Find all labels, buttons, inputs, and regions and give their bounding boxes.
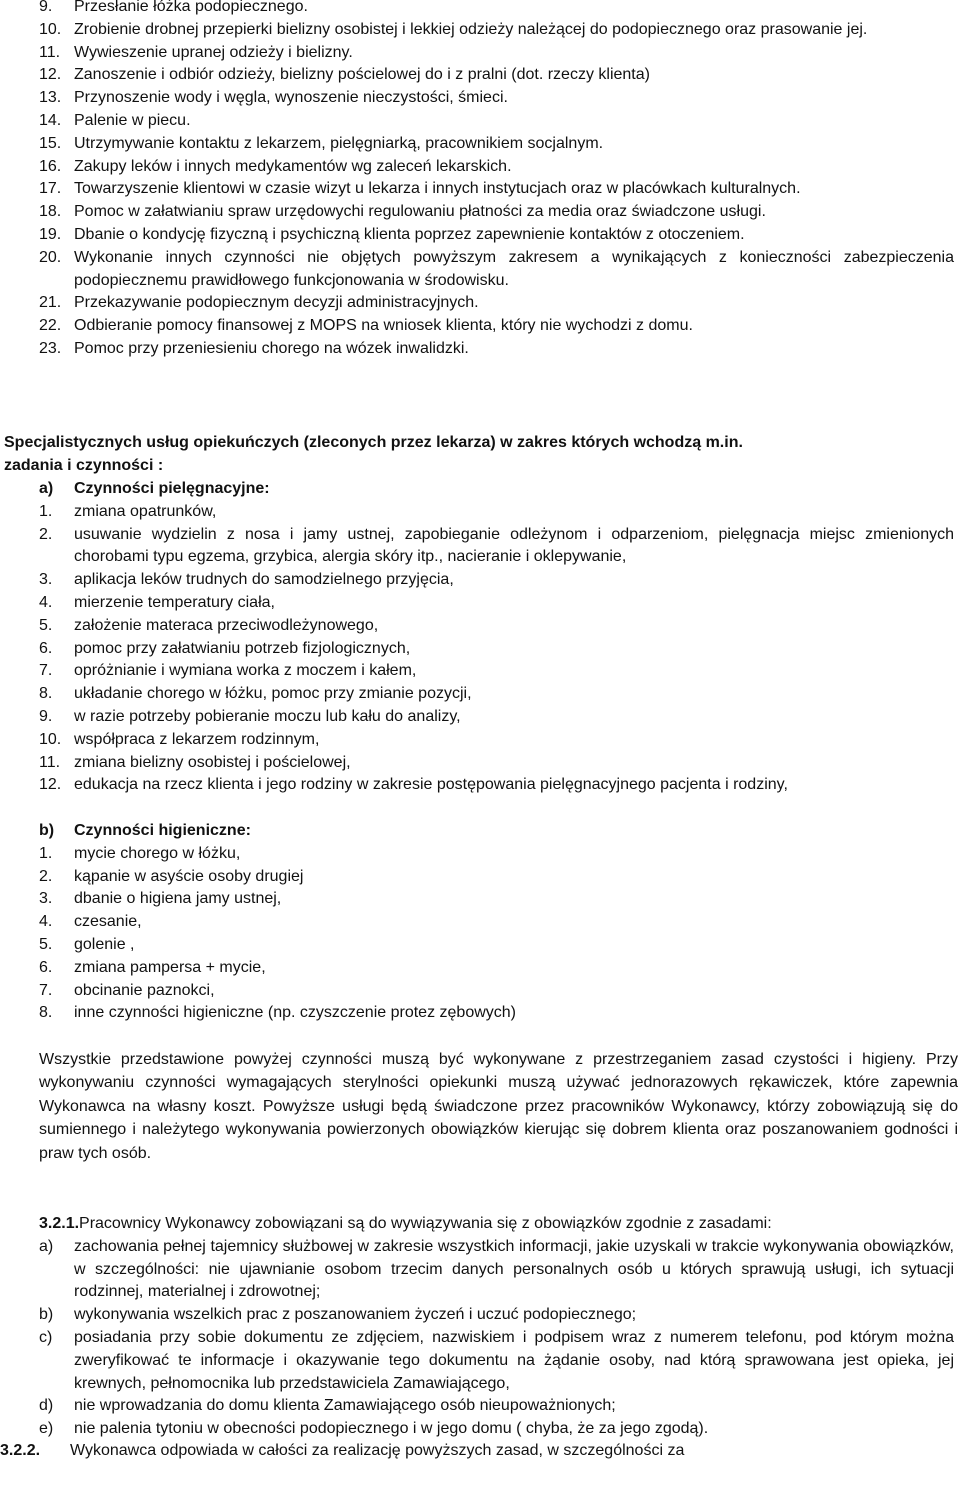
list-item-text: mierzenie temperatury ciała,	[74, 593, 275, 611]
list-item-text: obcinanie paznokci,	[74, 981, 215, 999]
section-3-2-1-heading	[0, 1213, 960, 1236]
list-item-text: Utrzymywanie kontaktu z lekarzem, pielęgniarką, pracownikiem socjalnym.	[74, 134, 604, 152]
section-b-title: Czynności higieniczne:	[74, 822, 251, 839]
list-item	[0, 338, 960, 361]
list-item-text: pomoc przy załatwianiu potrzeb fizjologicznych,	[74, 639, 411, 657]
list-item-text: nie palenia tytoniu w obecności podopiecznego i w jego domu ( chyba, że za jego zgodą).	[74, 1420, 709, 1438]
list-item	[0, 774, 960, 797]
list-item-number: 7.	[39, 981, 53, 999]
list-item	[0, 843, 960, 866]
list-item-text: zmiana pampersa + mycie,	[74, 958, 266, 976]
list-item-number: 6.	[39, 958, 53, 976]
section-3-2-2-text: Wykonawca odpowiada w całości za realizację powyższych zasad, w szczególności za	[70, 1442, 685, 1459]
list-item	[0, 638, 960, 661]
list-item	[0, 592, 960, 615]
list-item-number: d)	[39, 1397, 54, 1415]
section-3-2-1-number: 3.2.1.	[39, 1215, 80, 1232]
section-3-2-2-number: 3.2.2.	[0, 1442, 41, 1459]
list-item-text: Przynoszenie wody i węgla, wynoszenie nieczystości, śmieci.	[74, 89, 508, 107]
list-item-number: 9.	[39, 707, 53, 725]
list-item-number: 13.	[39, 89, 62, 107]
list-item	[0, 683, 960, 706]
list-item-text: edukacja na rzecz klienta i jego rodziny w zakresie postępowania pielęgnacyjnego pacjenta i rodziny,	[74, 776, 788, 794]
list-item-number: 12.	[39, 776, 62, 794]
section-b-heading	[0, 820, 960, 843]
section-3-2-2	[0, 1440, 956, 1463]
list-item	[0, 1002, 960, 1025]
list-item-number: 20.	[39, 248, 62, 266]
list-item	[0, 1395, 960, 1418]
list-item-text: zachowania pełnej tajemnicy służbowej w zakresie wszystkich informacji, jakie uzyskali w trakcie wykonywania obowiązków, w szczególności: nie ujawnianie osobom trzecim danych personalnych osób u których sprawują usługi, ich sytuacji rodzinnej, materialnej i zdrowotnej;	[74, 1237, 954, 1301]
list-item	[0, 156, 960, 179]
list-item	[0, 524, 960, 570]
list-item-number: 19.	[39, 225, 62, 243]
section-a-heading	[0, 478, 960, 501]
list-item	[0, 866, 960, 889]
list-item	[0, 615, 960, 638]
list-item-number: 14.	[39, 111, 62, 129]
section-b-marker: b)	[39, 822, 55, 839]
list-item-number: 12.	[39, 66, 62, 84]
list-item-number: 5.	[39, 935, 53, 953]
list-item-text: zmiana bielizny osobistej i pościelowej,	[74, 753, 351, 771]
list-item-number: 3.	[39, 571, 53, 589]
list-item-number: 21.	[39, 294, 62, 312]
list-item-number: 18.	[39, 203, 62, 221]
list-item-number: 4.	[39, 913, 53, 931]
list-item	[0, 980, 960, 1003]
list-item-text: nie wprowadzania do domu klienta Zamawiającego osób nieupoważnionych;	[74, 1397, 616, 1415]
list-item	[0, 178, 960, 201]
list-item	[0, 1327, 960, 1395]
list-item-number: 4.	[39, 593, 53, 611]
list-item-number: 3.	[39, 890, 53, 908]
list-item	[0, 911, 960, 934]
list-item-number: 7.	[39, 662, 53, 680]
list-item	[0, 706, 960, 729]
list-item	[0, 201, 960, 224]
list-item	[0, 569, 960, 592]
list-item-text: Przesłanie łóżka podopiecznego.	[74, 0, 308, 15]
list-item-number: 16.	[39, 157, 62, 175]
list-item-number: 8.	[39, 685, 53, 703]
section-3-2-1	[0, 1213, 960, 1441]
list-item	[0, 292, 960, 315]
list-item-text: Zrobienie drobnej przepierki bielizny osobistej i lekkiej odzieży należącej do podopiecznego oraz prasowanie jej.	[74, 20, 868, 38]
list-item-number: 17.	[39, 180, 62, 198]
list-item-text: Przekazywanie podopiecznym decyzji administracyjnych.	[74, 294, 479, 312]
specialist-heading-line1: Specjalistycznych usług opiekuńczych (zleconych przez lekarza) w zakres których wchodzą m.in.	[4, 434, 743, 451]
list-item-number: 6.	[39, 639, 53, 657]
list-item	[0, 957, 960, 980]
list-item-number: 2.	[39, 525, 53, 543]
list-item-text: czesanie,	[74, 913, 142, 931]
list-item-text: zmiana opatrunków,	[74, 502, 217, 520]
list-item-number: 10.	[39, 730, 62, 748]
list-item-number: 11.	[39, 43, 61, 61]
list-item-text: kąpanie w asyście osoby drugiej	[74, 867, 304, 885]
list-item-number: 1.	[39, 844, 53, 862]
list-item-text: mycie chorego w łóżku,	[74, 844, 241, 862]
care-activities-list	[0, 501, 960, 797]
list-item	[0, 19, 960, 42]
list-item-number: 15.	[39, 134, 62, 152]
section-3-2-1-text: Pracownicy Wykonawcy zobowiązani są do wywiązywania się z obowiązków zgodnie z zasadami:	[79, 1215, 772, 1232]
list-item	[0, 110, 960, 133]
list-item-text: inne czynności higieniczne (np. czyszczenie protez zębowych)	[74, 1004, 516, 1022]
list-item-text: Towarzyszenie klientowi w czasie wizyt u lekarza i innych instytucjach oraz w placówkach kulturalnych.	[74, 180, 801, 198]
list-item-text: posiadania przy sobie dokumentu ze zdjęciem, nazwiskiem i podpisem wraz z numerem telefonu, pod którym można zweryfikować te informacje i okazywanie tego dokumentu na żądanie osoby, nad którą sprawowana jest opieka, jej krewnych, pełnomocnika lub przedstawiciela Zamawiającego,	[74, 1328, 954, 1392]
list-item-text: Zakupy leków i innych medykamentów wg zaleceń lekarskich.	[74, 157, 512, 175]
list-item-number: 23.	[39, 339, 62, 357]
specialist-services-heading	[4, 432, 960, 478]
list-item	[0, 1304, 960, 1327]
list-item-number: 8.	[39, 1004, 53, 1022]
list-item-text: w razie potrzeby pobieranie moczu lub kału do analizy,	[74, 707, 461, 725]
list-item	[0, 0, 960, 19]
list-item-text: współpraca z lekarzem rodzinnym,	[74, 730, 320, 748]
list-item	[0, 42, 960, 65]
list-item	[0, 888, 960, 911]
list-item-text: Wykonanie innych czynności nie objętych powyższym zakresem a wynikających z konieczności zabezpieczenia podopiecznemu prawidłowego funkcjonowania w środowisku.	[74, 248, 954, 289]
list-item	[0, 315, 960, 338]
list-item-text: założenie materaca przeciwodleżynowego,	[74, 616, 379, 634]
list-item-number: 11.	[39, 753, 61, 771]
list-item-text: układanie chorego w łóżku, pomoc przy zmianie pozycji,	[74, 685, 472, 703]
specialist-heading-line2: zadania i czynności :	[4, 456, 164, 474]
list-item-number: 1.	[39, 502, 53, 520]
list-item-number: 2.	[39, 867, 53, 885]
list-item-number: c)	[39, 1328, 53, 1346]
list-item-text: Odbieranie pomocy finansowej z MOPS na wniosek klienta, który nie wychodzi z domu.	[74, 317, 693, 335]
section-b	[0, 820, 960, 1025]
list-item	[0, 133, 960, 156]
list-item-text: Palenie w piecu.	[74, 111, 191, 129]
list-item-number: 10.	[39, 20, 62, 38]
list-item	[0, 1418, 960, 1441]
list-item-text: golenie ,	[74, 935, 135, 953]
worker-rules-list	[0, 1236, 960, 1441]
list-item	[0, 752, 960, 775]
list-item-number: 9.	[39, 0, 53, 15]
list-item-text: Pomoc w załatwianiu spraw urzędowychi regulowaniu płatności za media oraz świadczone usługi.	[74, 203, 766, 221]
list-item-text: Wywieszenie upranej odzieży i bielizny.	[74, 43, 353, 61]
list-item-text: aplikacja leków trudnych do samodzielnego przyjęcia,	[74, 571, 454, 589]
list-item	[0, 1236, 960, 1304]
list-item-text: usuwanie wydzielin z nosa i jamy ustnej, zapobieganie odleżynom i odparzeniom, pielęgnacja miejsc zmienionych chorobami typu egzema, grzybica, alergia skóry itp., nacieranie i oklepywanie,	[74, 525, 954, 566]
main-duties-list	[0, 0, 960, 361]
list-item	[0, 934, 960, 957]
list-item	[0, 247, 960, 293]
list-item	[0, 729, 960, 752]
section-a-marker: a)	[39, 480, 54, 497]
list-item	[0, 501, 960, 524]
list-item-text: Zanoszenie i odbiór odzieży, bielizny pościelowej do i z pralni (dot. rzeczy klienta)	[74, 66, 650, 84]
section-a	[0, 478, 960, 797]
list-item	[0, 660, 960, 683]
section-a-title: Czynności pielęgnacyjne:	[74, 480, 270, 497]
list-item-number: 22.	[39, 317, 62, 335]
list-item-text: Dbanie o kondycję fizyczną i psychiczną klienta poprzez zapewnienie kontaktów z otoczeniem.	[74, 225, 745, 243]
list-item-number: 5.	[39, 616, 53, 634]
list-item-text: wykonywania wszelkich prac z poszanowaniem życzeń i uczuć podopiecznego;	[74, 1306, 637, 1324]
list-item-text: Pomoc przy przeniesieniu chorego na wózek inwalidzki.	[74, 339, 469, 357]
list-item-text: dbanie o higiena jamy ustnej,	[74, 890, 282, 908]
hygiene-activities-list	[0, 843, 960, 1025]
list-item-number: b)	[39, 1306, 54, 1324]
list-item-number: a)	[39, 1237, 54, 1255]
list-item	[0, 224, 960, 247]
list-item	[0, 87, 960, 110]
list-item-text: opróżnianie i wymiana worka z moczem i kałem,	[74, 662, 417, 680]
list-item-number: e)	[39, 1420, 54, 1438]
hygiene-requirements-paragraph: Wszystkie przedstawione powyżej czynności muszą być wykonywane z przestrzeganiem zasad czystości i higieny. Przy wykonywaniu czynności wymagających sterylności opiekunki muszą używać jednorazowych rękawiczek, które zapewnia Wykonawca na własny koszt. Powyższe usługi będą świadczone przez pracowników Wykonawcy, którzy zobowiązują się do sumiennego i należytego wykonywania powierzonych obowiązków kierując się dobrem klienta oraz poszanowaniem godności i praw tych osób.	[39, 1051, 958, 1162]
list-item	[0, 64, 960, 87]
